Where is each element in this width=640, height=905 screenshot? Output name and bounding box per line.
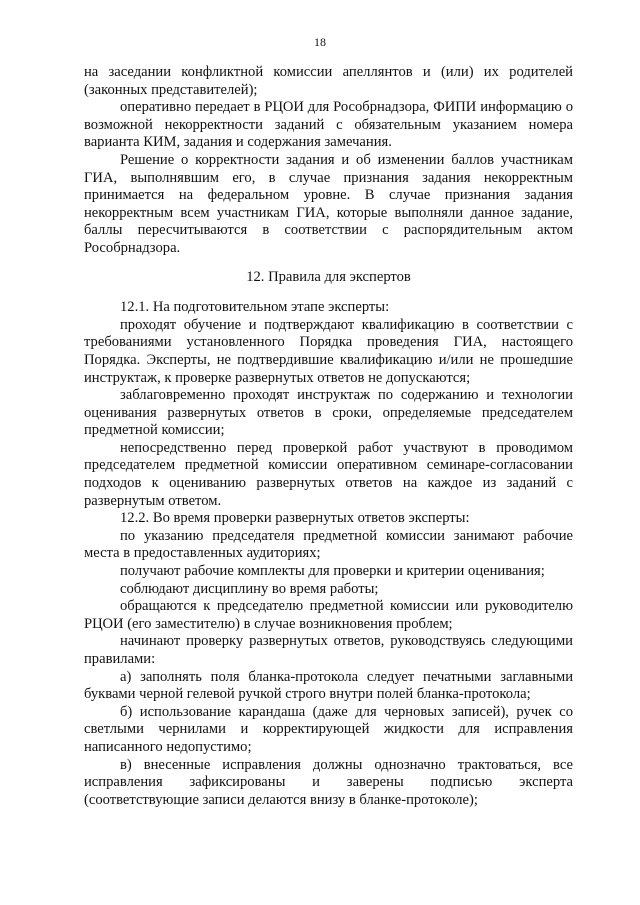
paragraph: 12.1. На подготовительном этапе эксперты: — [120, 299, 390, 316]
paragraphs-after-heading — [84, 299, 573, 809]
paragraph: б) использование карандаша (даже для черновых записей), ручек со светлыми чернилами и корректирующей жидкости для исправления написанного недопустимо; — [84, 703, 573, 755]
paragraph: 12.2. Во время проверки развернутых ответов эксперты: — [120, 510, 470, 527]
paragraph: а) заполнять поля бланка-протокола следует печатными заглавными буквами черной гелевой ручкой строго внутри полей бланка-протокола; — [84, 668, 573, 703]
paragraph: на заседании конфликтной комиссии апеллянтов и (или) их родителей (законных представителей); — [84, 64, 573, 98]
paragraph: проходят обучение и подтверждают квалификацию в соответствии с требованиями установленного Порядка проведения ГИА, настоящего Порядка. Эксперты, не подтвердившие квалификацию и/или не прошедшие инструктаж, к проверке развернутых ответов не допускаются; — [84, 316, 573, 386]
paragraph: соблюдают дисциплину во время работы; — [120, 580, 379, 597]
paragraph: Решение о корректности задания и об изменении баллов участникам ГИА, выполнявшим его, в случае признания задания некорректным принимается на федеральном уровне. В случае признания задания некорректным всем участникам ГИА, которые выполняли данное задание, баллы пересчитываются в соответствии с распорядительным актом Рособрнадзора. — [84, 151, 573, 256]
paragraph: в) внесенные исправления должны однозначно трактоваться, все исправления зафиксированы и заверены подписью эксперта (соответствующие записи делаются внизу в бланке-протоколе); — [84, 756, 573, 808]
paragraph: по указанию председателя предметной комиссии занимают рабочие места в предоставленных аудиториях; — [84, 527, 573, 562]
paragraph: получают рабочие комплекты для проверки и критерии оценивания; — [120, 563, 545, 580]
paragraph: заблаговременно проходят инструктаж по содержанию и технологии оценивания развернутых ответов в сроки, определяемые председателем предметной комиссии; — [84, 387, 573, 439]
paragraph: оперативно передает в РЦОИ для Рособрнадзора, ФИПИ информацию о возможной некорректности заданий с обязательным указанием номера варианта КИМ, задания и содержания замечания. — [84, 99, 573, 151]
paragraph: обращаются к председателю предметной комиссии или руководителю РЦОИ (его заместителю) в случае возникновения проблем; — [84, 598, 573, 632]
paragraph: начинают проверку развернутых ответов, руководствуясь следующими правилами: — [84, 633, 573, 667]
paragraphs-before-heading — [84, 64, 573, 258]
section-heading: 12. Правила для экспертов — [246, 268, 411, 285]
document-body — [84, 64, 573, 809]
paragraph: непосредственно перед проверкой работ участвуют в проводимом председателем предметной комиссии оперативном семинаре-согласовании подходов к оцениванию развернутых ответов на каждое из заданий с развернутым ответом. — [84, 439, 573, 509]
page-number: 18 — [314, 35, 326, 49]
